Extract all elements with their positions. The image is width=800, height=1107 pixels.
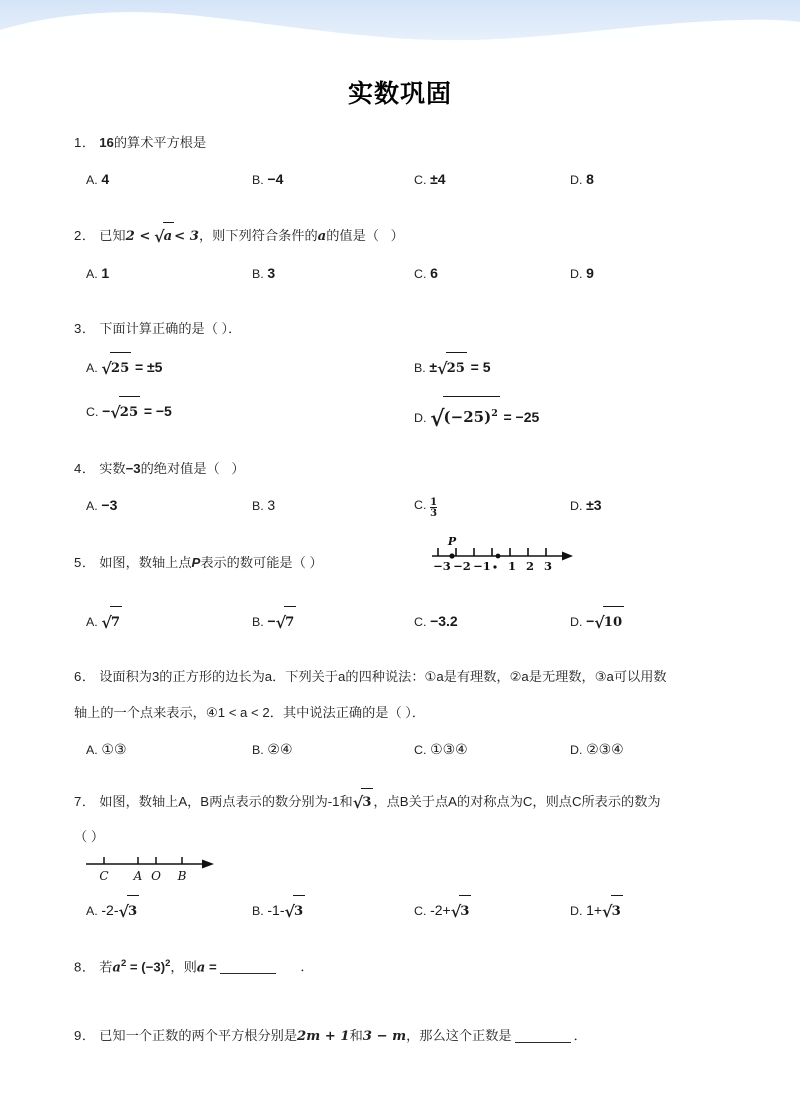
question-4 (0, 456, 800, 520)
question-1-number: 1． (74, 135, 96, 150)
option-label: D. (570, 615, 583, 629)
sqrt-neg25-squared: $√(-25)^2$ (430, 396, 500, 434)
question-8-var-2: a (196, 960, 206, 976)
svg-text:−2: −2 (453, 559, 471, 573)
question-6-options (74, 734, 728, 764)
question-3-stem (74, 316, 728, 342)
question-2-number: 2． (74, 228, 96, 243)
question-4-close: ） (231, 461, 245, 476)
number-line-svg (428, 534, 578, 576)
option-value: 8 (586, 171, 594, 187)
question-5-number: 5． (74, 555, 96, 570)
option-value: −4 (267, 171, 284, 187)
question-6-option-c[interactable] (414, 734, 468, 765)
sqrt-radicand: 3 (127, 895, 139, 927)
question-8-exponent-2: 2 (165, 958, 171, 969)
question-8-lead: 若 (99, 959, 113, 975)
question-7-option-c[interactable] (414, 895, 471, 927)
question-7-options (74, 895, 728, 925)
question-2-close: ） (390, 228, 404, 243)
question-6-stem-line-1 (74, 664, 728, 690)
question-7-number: 7． (74, 794, 96, 809)
sqrt-radicand: 7 (110, 606, 122, 638)
question-4-option-a[interactable] (86, 490, 117, 521)
question-2-stem (74, 222, 728, 250)
question-3-option-c[interactable] (86, 396, 172, 428)
question-1 (0, 130, 800, 194)
wave-svg (0, 0, 800, 46)
option-label: A. (86, 173, 98, 187)
option-value: −3.2 (430, 613, 458, 629)
question-9-mid: 和 (349, 1028, 363, 1044)
option-value: ①③ (101, 741, 127, 757)
option-value: 4 (101, 171, 110, 187)
option-prefix: -2+ (430, 902, 451, 918)
option-label: B. (252, 267, 264, 281)
question-6-text-line-2: 轴上的一个点来表示，④1 < a < 2．其中说法正确的是（ ）． (74, 705, 426, 720)
question-4-option-c[interactable] (414, 490, 437, 520)
option-label: B. (252, 173, 264, 187)
question-9-tail-a: ，那么这个正数是 (406, 1028, 512, 1044)
question-2-inequality-left: 2 < (125, 229, 151, 244)
question-3-options-row-1 (74, 352, 728, 386)
svg-text:−1: −1 (473, 559, 491, 573)
question-6-option-b[interactable] (252, 734, 293, 765)
question-2-inequality-right: < 3 (174, 229, 199, 244)
question-9-expression-2: 3 − m (362, 1029, 407, 1045)
question-8-equals: = (208, 959, 217, 975)
question-6-stem-line-2 (74, 700, 728, 726)
question-2-option-b[interactable] (252, 258, 275, 289)
sqrt-radicand: 25 (110, 352, 131, 384)
question-4-stem (74, 456, 728, 482)
option-value: 3 (267, 497, 276, 513)
question-2-lead: 已知 (99, 228, 126, 243)
option-label: B. (252, 615, 264, 629)
point-p-dot (449, 553, 454, 558)
question-7-option-d[interactable] (570, 895, 623, 927)
question-5-option-c[interactable] (414, 606, 458, 637)
option-label: C. (414, 904, 427, 918)
option-label: A. (86, 743, 98, 757)
question-5-tail: 表示的数可能是（ ） (200, 555, 323, 570)
fraction-one-third (430, 497, 437, 519)
page-title: 实数巩固 (347, 79, 452, 108)
sqrt-radicand: 3 (611, 895, 623, 927)
question-5-options (74, 606, 728, 636)
question-9-tail-b: ． (573, 1028, 587, 1044)
question-1-stem-text: 的算术平方根是 (113, 135, 207, 150)
question-3 (0, 316, 800, 430)
option-value: 1 (101, 265, 110, 281)
question-4-option-b[interactable] (252, 490, 275, 521)
option-label: B. (252, 743, 264, 757)
question-5-number-line-figure (428, 534, 578, 576)
option-value: 3 (267, 265, 276, 281)
question-6 (0, 664, 800, 764)
question-9-lead: 已知一个正数的两个平方根分别是 (99, 1028, 298, 1044)
option-label: D. (570, 499, 583, 513)
question-1-stem (74, 130, 728, 156)
option-sign: − (267, 613, 276, 629)
point-p-label: P (447, 535, 457, 548)
option-value: 6 (430, 265, 438, 281)
option-label: B. (414, 361, 426, 375)
sqrt-25: √25 (101, 352, 131, 384)
option-value: 9 (586, 265, 594, 281)
sqrt-a: √a (154, 222, 174, 250)
option-value: −3 (101, 497, 118, 513)
question-8-number: 8． (74, 959, 96, 975)
fraction-numerator: 1 (430, 497, 438, 508)
svg-text:1: 1 (507, 559, 517, 573)
question-4-number: 4． (74, 461, 96, 476)
question-8-equation: = (−3) (129, 959, 166, 975)
point-o-label: O (151, 869, 161, 883)
option-value: ②④ (267, 741, 293, 757)
question-8 (0, 951, 800, 981)
question-7-stem-line-1 (74, 788, 728, 816)
question-3-option-d[interactable] (414, 396, 539, 434)
question-4-value: −3 (125, 461, 141, 476)
question-4-lead: 实数 (99, 461, 126, 476)
question-2-tail: 的值是（ (326, 228, 379, 243)
option-suffix: = ±5 (134, 359, 163, 375)
question-3-stem-text: 下面计算正确的是（ ）． (99, 321, 242, 336)
question-7-text-b: ，点B关于点A的对称点为C，则点C所表示的数为 (373, 794, 661, 809)
sqrt-3: √3 (451, 895, 472, 927)
sqrt-radicand: 3 (459, 895, 471, 927)
sqrt-10: √10 (594, 606, 624, 638)
header-wave-decoration (0, 0, 800, 46)
question-5-option-b[interactable] (252, 606, 296, 638)
option-label: B. (252, 904, 264, 918)
option-value: ①③④ (430, 741, 468, 757)
sqrt-25: √25 (437, 352, 467, 384)
point-a-label: A (133, 869, 143, 883)
question-8-var: a (112, 960, 121, 976)
option-label: D. (570, 743, 583, 757)
option-label: B. (252, 499, 264, 513)
question-3-option-a[interactable] (86, 352, 162, 384)
option-value: ②③④ (586, 741, 624, 757)
option-label: D. (570, 904, 583, 918)
question-2-mid: ，则下列符合条件的 (198, 228, 318, 243)
question-3-option-b[interactable] (414, 352, 490, 384)
question-8-tail: ． (300, 959, 314, 975)
question-4-options (74, 490, 728, 520)
question-8-mid: ，则 (170, 959, 197, 975)
number-line-svg (82, 848, 232, 888)
question-9-number: 9． (74, 1028, 96, 1044)
question-1-options (74, 164, 728, 194)
question-1-option-c[interactable] (414, 164, 446, 195)
sqrt-radicand: 10 (603, 606, 624, 638)
question-1-option-b[interactable] (252, 164, 283, 195)
question-7-answer-paren: （ ） (74, 829, 105, 844)
option-prefix: -1- (267, 902, 285, 918)
sqrt-7: √7 (276, 606, 297, 638)
sqrt-radicand: 25 (119, 396, 140, 428)
sqrt-3: √3 (285, 895, 306, 927)
origin-dot (496, 554, 501, 559)
question-2-option-d[interactable] (570, 258, 594, 289)
option-prefix: 1+ (586, 902, 603, 918)
question-2-options (74, 258, 728, 288)
sqrt-exponent: 2 (491, 408, 498, 419)
option-label: C. (414, 267, 427, 281)
question-7-stem-line-2 (74, 824, 728, 850)
option-label: C. (414, 498, 427, 512)
option-suffix: = −25 (503, 409, 540, 425)
option-suffix: = 5 (470, 359, 491, 375)
option-label: A. (86, 361, 98, 375)
question-5-option-d[interactable] (570, 606, 624, 638)
point-c-label: C (99, 869, 109, 883)
option-label: A. (86, 904, 98, 918)
question-4-option-d[interactable] (570, 490, 602, 521)
question-7-option-a[interactable] (86, 895, 139, 927)
question-9 (0, 1023, 800, 1050)
sqrt-3: √3 (119, 895, 140, 927)
question-5-point: P (191, 555, 201, 570)
sqrt-25: √25 (110, 396, 140, 428)
sqrt-7: √7 (101, 606, 122, 638)
question-2-option-c[interactable] (414, 258, 438, 289)
option-label: A. (86, 499, 98, 513)
question-3-options-row-2 (74, 396, 728, 430)
worksheet-body (0, 130, 800, 1050)
option-label: C. (414, 173, 427, 187)
question-4-tail: 的绝对值是（ (140, 461, 220, 476)
question-8-stem (74, 951, 728, 981)
option-label: C. (414, 615, 427, 629)
question-6-option-a[interactable] (86, 734, 127, 765)
question-7-option-b[interactable] (252, 895, 305, 927)
question-7 (0, 788, 800, 925)
option-label: D. (570, 267, 583, 281)
question-8-exponent: 2 (120, 958, 127, 969)
option-prefix: − (102, 403, 111, 419)
question-1-option-d[interactable] (570, 164, 594, 195)
option-label: A. (86, 267, 98, 281)
question-3-number: 3． (74, 321, 96, 336)
question-7-number-line-figure (82, 848, 728, 893)
question-5-option-a[interactable] (86, 606, 122, 638)
question-6-text-line-1: 设面积为3的正方形的边长为a．下列关于a的四种说法：①a是有理数，②a是无理数，③a可以用数 (99, 669, 667, 684)
svg-text:−3: −3 (433, 559, 451, 573)
fraction-denominator: 3 (430, 508, 438, 519)
question-9-expression-1: 2m + 1 (297, 1029, 350, 1045)
svg-text:2: 2 (525, 559, 535, 573)
option-value: ±3 (586, 497, 602, 513)
sqrt-3: √3 (353, 788, 374, 816)
option-suffix: = −5 (143, 403, 172, 419)
sqrt-3: √3 (602, 895, 623, 927)
question-9-stem (74, 1023, 728, 1050)
question-7-text-a: 如图，数轴上A，B两点表示的数分别为-1和 (99, 794, 353, 809)
question-9-answer-blank[interactable] (515, 1042, 571, 1043)
question-2 (0, 222, 800, 288)
point-b-label: B (177, 869, 187, 883)
question-6-option-d[interactable] (570, 734, 624, 765)
option-label: C. (414, 743, 427, 757)
option-label: A. (86, 615, 98, 629)
sqrt-radicand: 25 (446, 352, 467, 384)
svg-text:3: 3 (543, 559, 553, 573)
question-6-number: 6． (74, 669, 96, 684)
question-2-var: a (317, 229, 327, 244)
option-prefix: -2- (101, 902, 119, 918)
question-1-stem-value: 16 (99, 135, 114, 150)
option-label: D. (570, 173, 583, 187)
question-5-lead: 如图，数轴上点 (99, 555, 192, 570)
sqrt-radicand: (−25) (443, 408, 492, 426)
sqrt-radicand: 3 (361, 788, 373, 816)
question-1-option-a[interactable] (86, 164, 109, 195)
option-label: C. (86, 405, 99, 419)
question-5 (0, 535, 800, 636)
option-label: D. (414, 411, 427, 425)
sqrt-radicand: a (163, 222, 175, 250)
question-2-option-a[interactable] (86, 258, 109, 289)
question-5-stem (74, 535, 728, 576)
sqrt-radicand: 3 (293, 895, 305, 927)
question-8-answer-blank[interactable] (220, 973, 276, 974)
option-prefix: ± (429, 359, 438, 375)
option-value: ±4 (430, 171, 446, 187)
option-sign: − (586, 613, 595, 629)
sqrt-radicand: 7 (284, 606, 296, 638)
